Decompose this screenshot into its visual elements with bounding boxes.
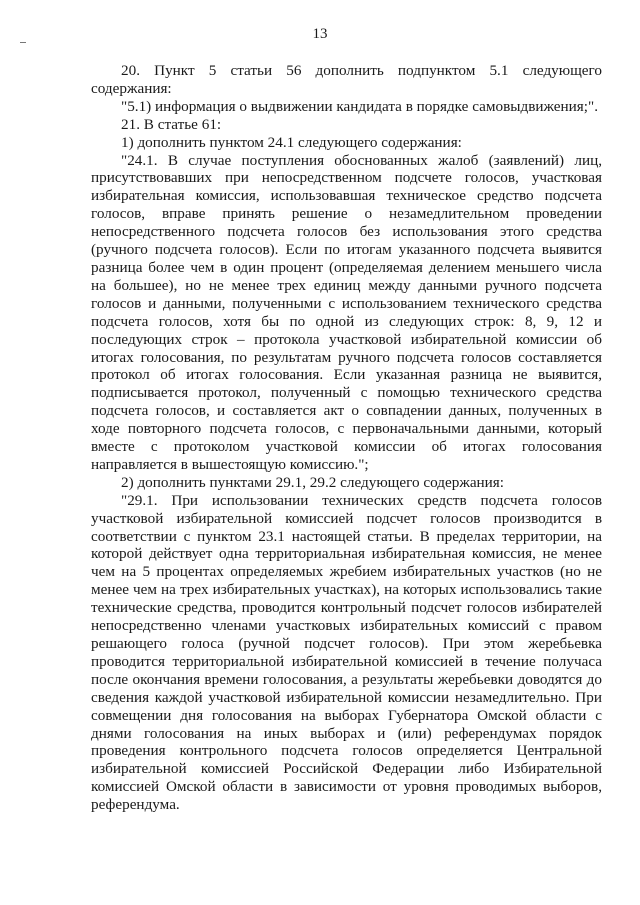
paragraph-amendment-1: 1) дополнить пунктом 24.1 следующего содержания: (121, 133, 462, 151)
paragraph-amendment-2: 2) дополнить пунктами 29.1, 29.2 следующего содержания: (121, 473, 505, 491)
paragraph-item-20: 20. Пункт 5 статьи 56 дополнить подпунктом 5.1 следующего содержания: (91, 62, 602, 97)
paragraph-subitem-5-1: "5.1) информация о выдвижении кандидата в порядке самовыдвижения;". (121, 97, 598, 115)
paragraph-point-24-1: "24.1. В случае поступления обоснованных жалоб (заявлений) лиц, присутствовавших при непосредственном подсчете голосов, участковая избирательная комиссия, использовавшая техническое средство подсчета голосов, вправе принять решение о незамедлительном проведении непосредственного подсчета голосов без использования этого средства (ручного подсчета голосов). Если по итогам указанного подсчета выявится разница более чем в один процент (определяемая делением меньшего числа на большее), но не менее трех единиц между данными ручного подсчета голосов и данными, полученными с использованием технического средства подсчета голосов, хотя бы по одной из следующих строк: 8, 9, 12 и последующих строк – протокола участковой избирательной комиссии об итогах голосования, по результатам ручного подсчета голосов составляется протокол об итогах голосования. Если указанная разница не выявится, подписывается протокол, полученный с помощью технического средства подсчета голосов, и составляется акт о совпадении данных, полученных в ходе повторного подсчета голосов, с первоначальными данными, который вместе с протоколом участковой комиссии об итогах голосования направляется в вышестоящую комиссию."; (91, 151, 602, 473)
paragraph-item-21: 21. В статье 61: (121, 115, 222, 133)
paragraph-point-29-1: "29.1. При использовании технических средств подсчета голосов участковой избирательной комиссией подсчет голосов производится в соответствии с пунктом 23.1 настоящей статьи. В пределах территории, на которой действует одна территориальная избирательная комиссия, не менее чем на 5 процентах определяемых жребием избирательных участков (но не менее чем на трех избирательных участках), на которых использовались такие технические средства, проводится контрольный подсчет голосов избирателей непосредственно членами участковых избирательных комиссий с правом решающего голоса (ручной подсчет голосов). При этом жеребьевка проводится территориальной избирательной комиссией в течение получаса после окончания времени голосования, а результаты жеребьевки доводятся до сведения каждой участковой избирательной комиссии незамедлительно. При совмещении дня голосования на выборах Губернатора Омской области с днями голосования на иных выборах и (или) референдумах порядок проведения контрольного подсчета голосов определяется Центральной избирательной комиссией Российской Федерации либо Избирательной комиссией Омской области в зависимости от уровня проводимых выборов, референдума. (91, 491, 602, 814)
page-number: 13 (312, 26, 328, 42)
document-body (91, 62, 602, 814)
